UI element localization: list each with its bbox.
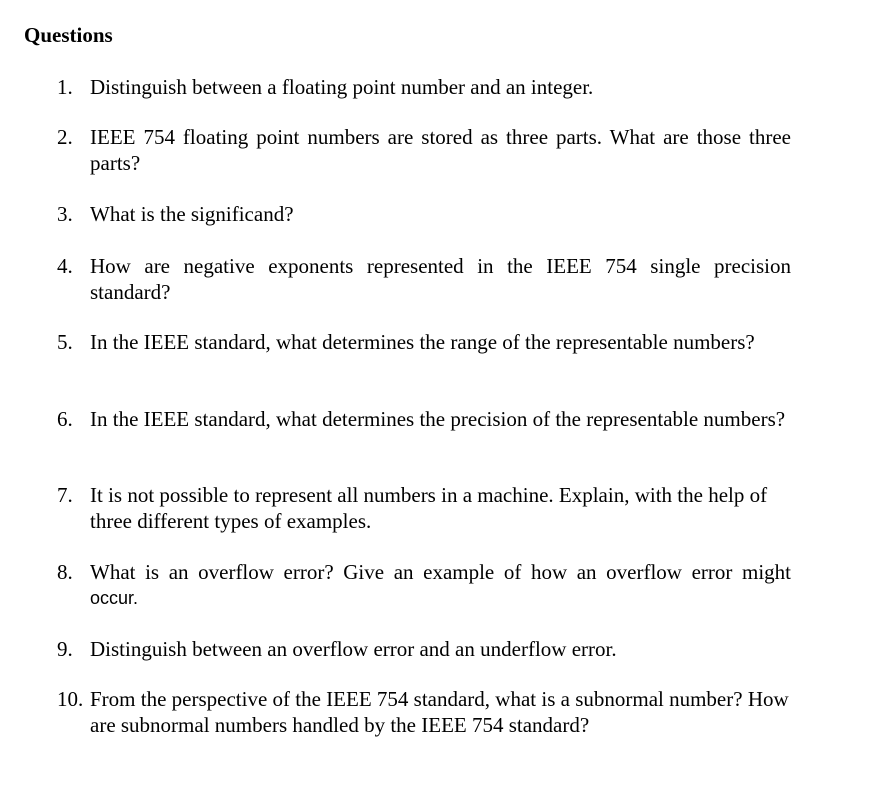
question-text: IEEE 754 floating point numbers are stored as three parts. What are those three parts? [90, 125, 791, 175]
question-9 [57, 636, 791, 662]
question-text: In the IEEE standard, what determines the precision of the representable numbers? [90, 407, 786, 431]
question-number: 6. [57, 407, 73, 431]
question-5 [57, 329, 791, 355]
question-text: Distinguish between a floating point number and an integer. [90, 75, 594, 99]
question-3 [57, 201, 791, 227]
question-8 [57, 559, 791, 611]
question-number: 3. [57, 202, 73, 226]
question-number: 8. [57, 560, 73, 584]
question-6 [57, 406, 791, 432]
question-number: 5. [57, 330, 73, 354]
question-text: In the IEEE standard, what determines the range of the representable numbers? [90, 330, 755, 354]
question-text: It is not possible to represent all numbers in a machine. Explain, with the help of three different types of examples. [90, 483, 768, 533]
section-heading: Questions [24, 23, 113, 47]
question-7 [57, 482, 791, 534]
question-10 [57, 686, 791, 738]
question-number: 10. [57, 687, 84, 711]
question-number: 1. [57, 75, 73, 99]
question-2 [57, 124, 791, 176]
question-number: 4. [57, 254, 73, 278]
question-text: From the perspective of the IEEE 754 standard, what is a subnormal number? How are subnormal numbers handled by the IEEE 754 standard? [90, 687, 789, 737]
question-number: 9. [57, 637, 73, 661]
question-number: 2. [57, 125, 73, 149]
question-1 [57, 74, 791, 100]
question-text: What is the significand? [90, 202, 294, 226]
question-text: How are negative exponents represented in the IEEE 754 single precision standard? [90, 254, 791, 304]
question-4 [57, 253, 791, 305]
question-text: What is an overflow error? Give an example of how an overflow error might [90, 560, 791, 584]
question-text: Distinguish between an overflow error and an underflow error. [90, 637, 617, 661]
question-text-tail: occur. [90, 588, 139, 608]
question-number: 7. [57, 483, 73, 507]
